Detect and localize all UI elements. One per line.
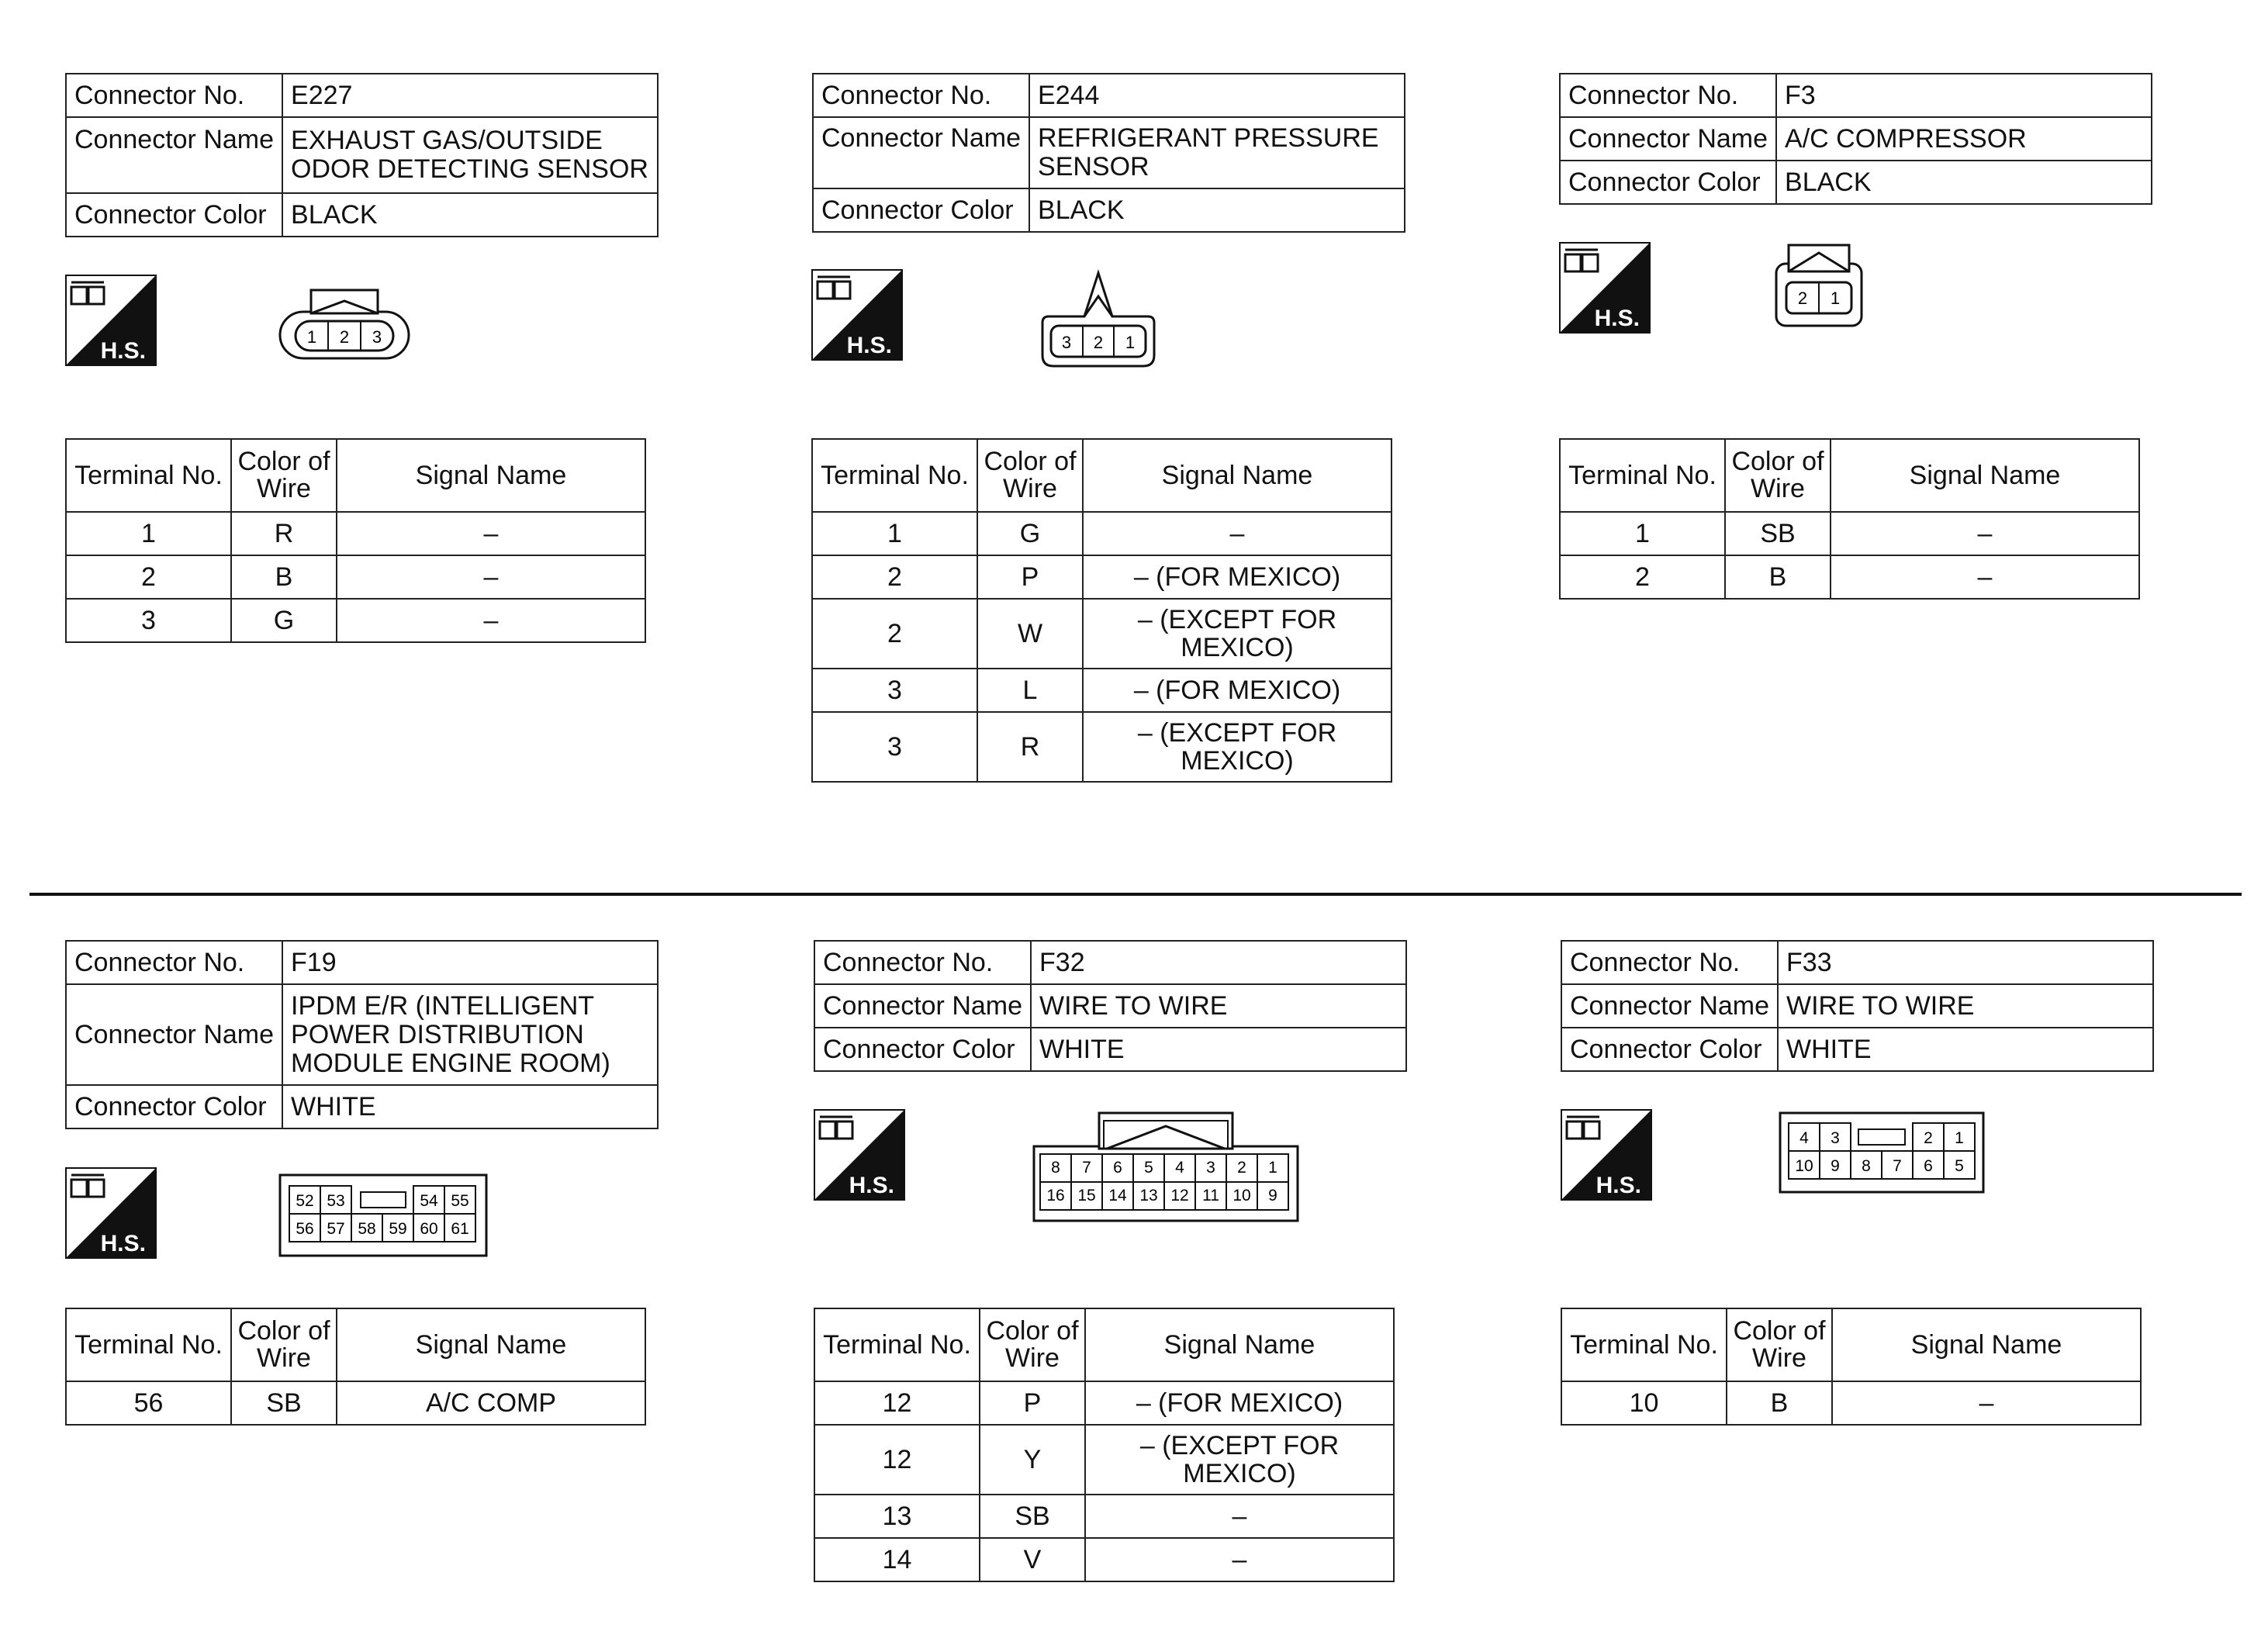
pin-label: 57 <box>327 1220 345 1238</box>
pin-label: 2 <box>339 327 350 347</box>
table-row: 56 SB A/C COMP <box>66 1381 645 1425</box>
pin-label: 53 <box>327 1192 345 1210</box>
connector-color-value: BLACK <box>1776 161 2152 204</box>
connector-info-f3 <box>1559 73 2152 205</box>
connector-face-f32 <box>1032 1111 1300 1224</box>
pin-label: 3 <box>1831 1129 1840 1147</box>
pin-label: 13 <box>1139 1187 1158 1204</box>
connector-face-e227 <box>278 287 413 363</box>
connector-face-e244 <box>1039 268 1157 369</box>
connector-no-value: F33 <box>1778 941 2153 984</box>
table-row: 1 SB – <box>1560 512 2139 555</box>
table-row: 14 V – <box>814 1538 1394 1581</box>
pin-label: 10 <box>1795 1157 1813 1175</box>
harness-side-icon <box>65 275 157 366</box>
pin-label: 55 <box>451 1192 469 1210</box>
pin-label: 5 <box>1144 1159 1153 1177</box>
pin-label: 1 <box>1955 1129 1964 1147</box>
pin-label: 52 <box>296 1192 314 1210</box>
wire-color-header: Color of Wire <box>231 439 337 512</box>
wire-color-header: Color of Wire <box>977 439 1083 512</box>
terminal-table-e227 <box>65 438 646 643</box>
connector-name-value: EXHAUST GAS/OUTSIDE ODOR DETECTING SENSOR <box>282 117 658 193</box>
connector-name-label: Connector Name <box>1560 117 1776 161</box>
signal-name-header: Signal Name <box>1083 439 1392 512</box>
table-row: 3 G – <box>66 599 645 642</box>
pin-label: 3 <box>372 327 382 347</box>
pin-label: 1 <box>1830 289 1841 308</box>
signal-name-header: Signal Name <box>337 1308 645 1381</box>
terminal-table-f19 <box>65 1308 646 1426</box>
harness-side-icon <box>1559 242 1651 334</box>
table-row: 1 R – <box>66 512 645 555</box>
harness-side-icon <box>811 269 903 361</box>
pin-label: 60 <box>420 1220 438 1238</box>
svg-text:H.S.: H.S. <box>1595 1173 1641 1198</box>
terminal-table-e244 <box>811 438 1392 783</box>
svg-text:H.S.: H.S. <box>100 1231 146 1256</box>
pin-label: 56 <box>296 1220 314 1238</box>
signal-name-header: Signal Name <box>1832 1308 2141 1381</box>
terminal-no-header: Terminal No. <box>1560 439 1725 512</box>
connector-name-label: Connector Name <box>813 117 1029 188</box>
connector-name-label: Connector Name <box>66 984 282 1085</box>
section-divider <box>29 893 2242 896</box>
table-row: 2 W – (EXCEPT FOR MEXICO) <box>812 599 1392 669</box>
connector-color-label: Connector Color <box>1561 1028 1778 1071</box>
pin-label: 4 <box>1799 1129 1809 1147</box>
connector-name-label: Connector Name <box>814 984 1031 1028</box>
connector-color-value: BLACK <box>282 193 658 237</box>
pin-label: 54 <box>420 1192 438 1210</box>
pin-label: 12 <box>1170 1187 1189 1204</box>
connector-no-value: F3 <box>1776 74 2152 117</box>
connector-name-value: A/C COMPRESSOR <box>1776 117 2152 161</box>
pin-label: 2 <box>1093 333 1104 352</box>
pin-label: 6 <box>1113 1159 1122 1177</box>
harness-side-icon <box>1561 1109 1652 1201</box>
connector-color-label: Connector Color <box>1560 161 1776 204</box>
connector-name-value: REFRIGERANT PRESSURE SENSOR <box>1029 117 1405 188</box>
table-row: 3 R – (EXCEPT FOR MEXICO) <box>812 712 1392 782</box>
connector-face-f3 <box>1773 242 1865 329</box>
connector-color-label: Connector Color <box>813 188 1029 232</box>
pin-label: 1 <box>1125 333 1136 352</box>
connector-info-e244 <box>812 73 1405 233</box>
connector-no-label: Connector No. <box>66 74 282 117</box>
connector-info-f33 <box>1561 940 2154 1072</box>
connector-name-label: Connector Name <box>66 117 282 193</box>
harness-side-icon <box>65 1167 157 1259</box>
table-row: 12 P – (FOR MEXICO) <box>814 1381 1394 1425</box>
pin-label: 8 <box>1051 1159 1060 1177</box>
connector-no-label: Connector No. <box>1561 941 1778 984</box>
svg-text:H.S.: H.S. <box>846 333 892 358</box>
signal-name-header: Signal Name <box>337 439 645 512</box>
connector-no-label: Connector No. <box>813 74 1029 117</box>
connector-color-label: Connector Color <box>66 193 282 237</box>
pin-label: 59 <box>389 1220 407 1238</box>
terminal-no-header: Terminal No. <box>814 1308 980 1381</box>
signal-name-header: Signal Name <box>1831 439 2139 512</box>
harness-side-icon <box>814 1109 905 1201</box>
pin-label: 1 <box>306 327 317 347</box>
pin-label: 9 <box>1831 1157 1840 1175</box>
connector-no-value: F32 <box>1031 941 1406 984</box>
wire-color-header: Color of Wire <box>1725 439 1831 512</box>
connector-no-value: E244 <box>1029 74 1405 117</box>
connector-no-value: E227 <box>282 74 658 117</box>
pin-label: 61 <box>451 1220 469 1238</box>
connector-name-label: Connector Name <box>1561 984 1778 1028</box>
connector-no-label: Connector No. <box>66 941 282 984</box>
pin-label: 3 <box>1061 333 1072 352</box>
connector-face-f33 <box>1778 1111 1986 1194</box>
table-row: 10 B – <box>1561 1381 2141 1425</box>
pin-label: 15 <box>1077 1187 1096 1204</box>
pin-label: 2 <box>1797 289 1808 308</box>
connector-name-value: WIRE TO WIRE <box>1031 984 1406 1028</box>
pin-label: 16 <box>1046 1187 1065 1204</box>
pin-label: 11 <box>1202 1187 1219 1204</box>
table-row: 1 G – <box>812 512 1392 555</box>
terminal-no-header: Terminal No. <box>66 1308 231 1381</box>
connector-color-label: Connector Color <box>66 1085 282 1128</box>
terminal-table-f3 <box>1559 438 2140 600</box>
terminal-table-f32 <box>814 1308 1395 1582</box>
connector-color-value: WHITE <box>282 1085 658 1128</box>
terminal-no-header: Terminal No. <box>812 439 977 512</box>
connector-info-f32 <box>814 940 1407 1072</box>
table-row: 2 B – <box>1560 555 2139 599</box>
pin-label: 2 <box>1924 1129 1933 1147</box>
connector-face-f19 <box>278 1173 489 1258</box>
signal-name-header: Signal Name <box>1085 1308 1394 1381</box>
terminal-no-header: Terminal No. <box>66 439 231 512</box>
connector-no-value: F19 <box>282 941 658 984</box>
pin-label: 10 <box>1232 1187 1251 1204</box>
table-row: 3 L – (FOR MEXICO) <box>812 669 1392 712</box>
wire-color-header: Color of Wire <box>231 1308 337 1381</box>
connector-name-value: WIRE TO WIRE <box>1778 984 2153 1028</box>
pin-label: 3 <box>1206 1159 1215 1177</box>
pin-label: 1 <box>1268 1159 1277 1177</box>
connector-info-f19 <box>65 940 659 1129</box>
connector-no-label: Connector No. <box>1560 74 1776 117</box>
pin-label: 7 <box>1082 1159 1091 1177</box>
terminal-table-f33 <box>1561 1308 2142 1426</box>
connector-info-e227 <box>65 73 659 237</box>
connector-no-label: Connector No. <box>814 941 1031 984</box>
pin-label: 6 <box>1924 1157 1933 1175</box>
pin-label: 14 <box>1108 1187 1127 1204</box>
pin-label: 9 <box>1268 1187 1277 1204</box>
table-row: 2 P – (FOR MEXICO) <box>812 555 1392 599</box>
wire-color-header: Color of Wire <box>1727 1308 1832 1381</box>
table-row: 2 B – <box>66 555 645 599</box>
connector-color-value: BLACK <box>1029 188 1405 232</box>
svg-text:H.S.: H.S. <box>1594 306 1640 331</box>
pin-label: 8 <box>1862 1157 1871 1175</box>
table-row: 13 SB – <box>814 1495 1394 1538</box>
connector-color-label: Connector Color <box>814 1028 1031 1071</box>
pin-label: 4 <box>1175 1159 1184 1177</box>
connector-name-value: IPDM E/R (INTELLIGENT POWER DISTRIBUTION MODULE ENGINE ROOM) <box>282 984 658 1085</box>
pin-label: 7 <box>1893 1157 1902 1175</box>
connector-color-value: WHITE <box>1778 1028 2153 1071</box>
connector-color-value: WHITE <box>1031 1028 1406 1071</box>
table-row: 12 Y – (EXCEPT FOR MEXICO) <box>814 1425 1394 1495</box>
pin-label: 5 <box>1955 1157 1964 1175</box>
svg-text:H.S.: H.S. <box>849 1173 894 1198</box>
svg-text:H.S.: H.S. <box>100 338 146 364</box>
pin-label: 2 <box>1237 1159 1246 1177</box>
wire-color-header: Color of Wire <box>980 1308 1085 1381</box>
terminal-no-header: Terminal No. <box>1561 1308 1727 1381</box>
pin-label: 58 <box>358 1220 376 1238</box>
